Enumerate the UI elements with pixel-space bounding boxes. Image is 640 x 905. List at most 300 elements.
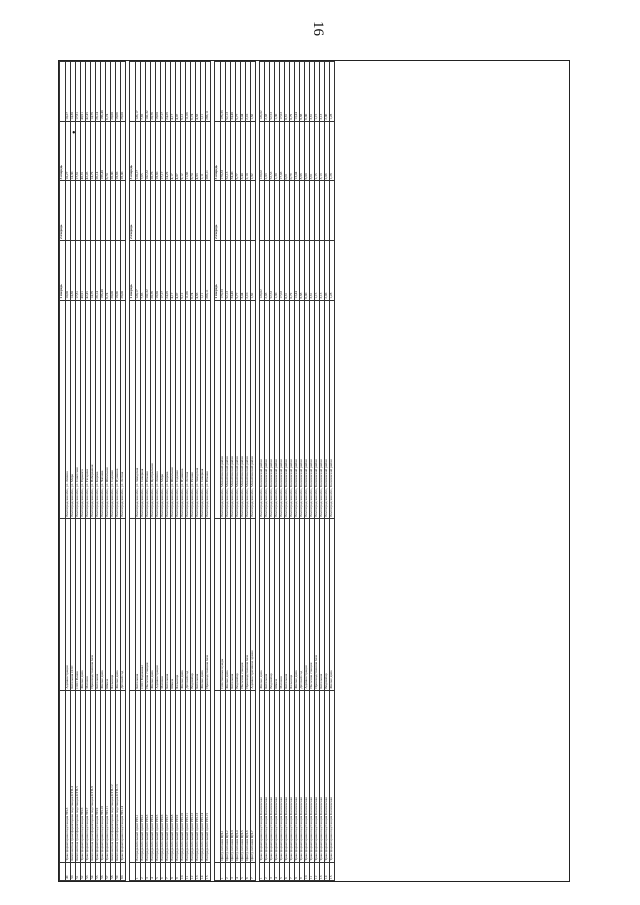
table-cell: Волгоградская обл., Калачевский район: [300, 300, 305, 518]
table-cell: Магазин: [161, 518, 166, 690]
table-cell: 4,83: [196, 62, 201, 122]
table-cell: Волгоградская обл., ул. Пушкина: [181, 300, 186, 518]
table-cell: Котельная: [196, 518, 201, 690]
table-cell: 9,12: [181, 62, 186, 122]
table-cell: Детский сад: [300, 518, 305, 690]
table-cell: Волгоградская обл., Калачевский район: [265, 300, 270, 518]
table-cell: Центр питания ЦП-6: [246, 690, 251, 862]
table-cell: 6,74: [191, 240, 196, 300]
table-cell: Трансформаторная подстанция Калачевская: [310, 690, 315, 862]
table-cell: Котельная: [166, 518, 171, 690]
table-cell: Распределительный пункт РП-8: [171, 690, 176, 862]
table-cell: 40,91: [81, 121, 86, 181]
table-cell: 3,44: [241, 121, 246, 181]
table-cell: 40,91: [81, 62, 86, 122]
table-cell: Котельная: [285, 518, 290, 690]
table-cell: 52: [81, 862, 86, 880]
table-cell: 8,88: [300, 121, 305, 181]
table-cell: Собственные нужды: [221, 518, 226, 690]
bullet-mark: •: [72, 128, 76, 139]
table-cell: Распределительный пункт РП-11: [186, 690, 191, 862]
table-cell: Трансформаторная подстанция Калачевская: [270, 690, 275, 862]
table-cell: Насосная станция: [146, 518, 151, 690]
table-cell: 6,74: [106, 240, 111, 300]
table-cell: 3,44: [241, 62, 246, 122]
table-cell: Распределительный пункт РП-6: [161, 690, 166, 862]
table-cell: 11: [186, 862, 191, 880]
table-cell: 24,29: [166, 240, 171, 300]
table-cell: Трансформаторная подстанция Калачевская: [260, 690, 265, 862]
table-cell: Волгоградская обл., ул. Ленина: [66, 300, 71, 518]
table-cell: Волгоградская обл., Михайловский район: [221, 300, 226, 518]
table-cell: 5: [241, 862, 246, 880]
table-cell: Трансформаторная подстанция ТП-10: [101, 690, 106, 862]
table-cell: 52,13: [226, 240, 231, 300]
table-cell: Школа: [106, 518, 111, 690]
table-cell: 20,76: [151, 240, 156, 300]
table-cell: Больница: [111, 518, 116, 690]
table-cell: 4,07: [176, 240, 181, 300]
table-cell: 5,77: [236, 121, 241, 181]
table-cell: 120,02: [260, 121, 265, 181]
table-cell: Волгоградская обл., ул. Заводская: [136, 300, 141, 518]
table-cell: 1,11: [201, 121, 206, 181]
header-cell: 1 очередь: [130, 240, 136, 300]
table-cell: Волгоградская обл., Михайловский район: [231, 300, 236, 518]
table-cell: Распределительный пункт РП-3: [146, 690, 151, 862]
table-cell: Волгоградская обл., Калачевский район: [275, 300, 280, 518]
table-cell: 17,81: [76, 62, 81, 122]
table-cell: Трансформаторная подстанция Калачевская: [300, 690, 305, 862]
table-cell: Волгоградская обл., Михайловский район: [251, 300, 256, 518]
table-cell: Котельная: [265, 518, 270, 690]
table-cell: 1,28: [330, 240, 335, 300]
table-cell: 3: [270, 862, 275, 880]
table-cell: Волгоградская обл., Калачевский район: [290, 300, 295, 518]
table-cell: Производственная база: [91, 518, 96, 690]
table-cell: Волгоградская обл., ул. Горького: [81, 300, 86, 518]
table-cell: 1: [221, 862, 226, 880]
table-cell: Жилые дома: [260, 518, 265, 690]
table-cell: 7,65: [141, 240, 146, 300]
table-cell: 1,15: [315, 62, 320, 122]
table-cell: 26,14: [96, 121, 101, 181]
table-cell: 53: [86, 862, 91, 880]
table-cell: 28,00: [121, 62, 126, 122]
table-cell: 8,88: [300, 62, 305, 122]
table-cell: Волгоградская обл., Калачевский район: [325, 300, 330, 518]
table-cell: Распределительный пункт РП-14: [201, 690, 206, 862]
table-cell: 4,17: [171, 121, 176, 181]
table-cell: Волгоградская обл., ул. Ленина: [156, 300, 161, 518]
table-cell: 9,12: [181, 240, 186, 300]
table-body: [60, 62, 335, 881]
table-cell: 3: [231, 862, 236, 880]
table-cell: 10,00: [66, 240, 71, 300]
table-cell: 51: [76, 862, 81, 880]
header-cell: 1 очередь: [215, 240, 221, 300]
table-cell: Жилые дома: [116, 518, 121, 690]
table-cell: Трансформаторная подстанция Калачевская: [265, 690, 270, 862]
table-cell: 0,61: [285, 240, 290, 300]
table-cell: 52,53: [270, 62, 275, 122]
table-cell: Волгоградская обл., ул. Лесная: [186, 300, 191, 518]
table-cell: 9: [176, 862, 181, 880]
table-cell: 52,53: [270, 240, 275, 300]
table-cell: 0,61: [285, 62, 290, 122]
table-cell: 6,74: [191, 62, 196, 122]
table-cell: Комплектная трансформаторная подстанция КТП-5: [76, 690, 81, 862]
table-cell: Трансформаторная подстанция ТП-11: [106, 690, 111, 862]
table-cell: 3,13: [320, 121, 325, 181]
table-cell: 4,17: [171, 62, 176, 122]
table-cell: 26,14: [96, 62, 101, 122]
table-cell: 34,40: [231, 240, 236, 300]
table-cell: 14,30: [71, 62, 76, 122]
table-cell: Волгоградская обл., ул. Школьная: [106, 300, 111, 518]
table-cell: 4,07: [176, 62, 181, 122]
table-cell: 1,28: [330, 121, 335, 181]
table-cell: Волгоградская обл., ул. Северная: [201, 300, 206, 518]
table-cell: 18,60: [156, 121, 161, 181]
table-cell: Административное здание: [251, 518, 256, 690]
table-cell: 1,28: [330, 62, 335, 122]
table-cell: 1,82: [251, 240, 256, 300]
table-cell: 20,76: [151, 62, 156, 122]
table-cell: Волгоградская обл., ул. Чапаева: [101, 300, 106, 518]
table-cell: Котельная: [320, 518, 325, 690]
table-cell: 6,74: [191, 121, 196, 181]
table-cell: Жилые дома: [201, 518, 206, 690]
table-cell: Распределительный пункт РП-12: [191, 690, 196, 862]
table-cell: Распределительный пункт РП-9: [176, 690, 181, 862]
table-cell: Трансформаторная подстанция Калачевская: [330, 690, 335, 862]
table-cell: Производственная база: [206, 518, 211, 690]
table-cell: 14,79: [91, 62, 96, 122]
table-cell: Волгоградская обл., ул. Заводская: [196, 300, 201, 518]
table-cell: 34,40: [231, 62, 236, 122]
table-cell: Трансформаторная подстанция Калачевская: [280, 690, 285, 862]
table-cell: Центр питания ЦП-2: [226, 690, 231, 862]
table-cell: 3,44: [241, 240, 246, 300]
table-cell: 2,06: [325, 121, 330, 181]
table-cell: Жилые дома: [330, 518, 335, 690]
table-cell: 14: [325, 862, 330, 880]
table-cell: Водозабор: [325, 518, 330, 690]
table-cell: 14,30: [71, 240, 76, 300]
table-cell: Производственная база: [315, 518, 320, 690]
table-cell: Волгоградская обл., Михайловский район: [226, 300, 231, 518]
header-cell: 2 очередь: [215, 181, 221, 241]
table-cell: 6,00: [305, 240, 310, 300]
table-cell: 266,11: [206, 121, 211, 181]
table-cell: 1,82: [251, 62, 256, 122]
table-cell: 2,03: [265, 240, 270, 300]
table-cell: 3: [146, 862, 151, 880]
table-cell: 14: [201, 862, 206, 880]
table-cell: 102,32: [146, 240, 151, 300]
table-row: [330, 62, 335, 881]
table-cell: 266,11: [206, 240, 211, 300]
table-cell: Жилые дома: [226, 518, 231, 690]
table-cell: 120,17: [136, 62, 141, 122]
table-cell: 5: [156, 862, 161, 880]
table-cell: 24,29: [166, 121, 171, 181]
table-cell: 11,66: [186, 240, 191, 300]
table-cell: 18,66: [116, 121, 121, 181]
table-cell: Насосная станция: [241, 518, 246, 690]
table-cell: 2,03: [265, 121, 270, 181]
table-cell: Волгоградская обл., ул. Кирова: [96, 300, 101, 518]
table-cell: 2,10: [246, 62, 251, 122]
table-cell: Волгоградская обл., ул. Школьная: [171, 300, 176, 518]
table-cell: 120,17: [136, 240, 141, 300]
table-cell: 1,15: [315, 240, 320, 300]
table-cell: 10: [181, 862, 186, 880]
table-cell: 186,40: [101, 121, 106, 181]
table-cell: Трансформаторная подстанция ТП-6: [81, 690, 86, 862]
table-cell: Распределительный пункт РП-1: [136, 690, 141, 862]
table-cell: 18,60: [156, 62, 161, 122]
table-cell: ООО Рынок: [76, 518, 81, 690]
table-cell: Котельная: [231, 518, 236, 690]
table-cell: 12: [315, 862, 320, 880]
table-cell: Распределительный пункт РП-15: [206, 690, 211, 862]
table-cell: Водозабор: [191, 518, 196, 690]
table-cell: 186,40: [101, 240, 106, 300]
table-cell: 54: [91, 862, 96, 880]
table-cell: 120,02: [260, 240, 265, 300]
table-cell: Волгоградская обл., ул. Мира: [71, 300, 76, 518]
table-cell: [330, 181, 335, 241]
table-cell: 20,76: [151, 121, 156, 181]
table-cell: 0,79: [290, 121, 295, 181]
table-cell: Магазин: [86, 518, 91, 690]
table-cell: 120,17: [136, 121, 141, 181]
table-cell: Комплектная трансформаторная подстанция КТП-8: [91, 690, 96, 862]
table-cell: Волгоградская обл., ул. Центральная: [151, 300, 156, 518]
table-cell: 8: [295, 862, 300, 880]
table-cell: 4,83: [196, 240, 201, 300]
table-cell: 5: [280, 862, 285, 880]
table-cell: Волгоградская обл., Калачевский район: [285, 300, 290, 518]
table-cell: Жилые дома: [295, 518, 300, 690]
table-cell: Распределительный пункт РП-4: [151, 690, 156, 862]
header-cell: 3 очередь: [60, 121, 66, 181]
table-cell: 1,30: [275, 62, 280, 122]
table-cell: Школа: [171, 518, 176, 690]
table-cell: Насосная станция: [310, 518, 315, 690]
table-cell: 4,83: [196, 121, 201, 181]
table-cell: Трансформаторная подстанция Калачевская: [285, 690, 290, 862]
table-cell: Трансформаторная подстанция Калачевская: [315, 690, 320, 862]
document-sheet: [58, 60, 570, 882]
table-cell: Детский сад: [121, 518, 126, 690]
table-cell: 102,32: [146, 62, 151, 122]
table-cell: 0,79: [290, 240, 295, 300]
table-cell: Волгоградская обл., ул. Советская: [76, 300, 81, 518]
table-cell: 1,82: [251, 121, 256, 181]
table-cell: 6,00: [305, 62, 310, 122]
table-cell: Водозабор: [270, 518, 275, 690]
table-cell: 6,00: [305, 121, 310, 181]
table-cell: ООО Водоканал: [141, 518, 146, 690]
table-cell: 13: [320, 862, 325, 880]
table-cell: Трансформаторная подстанция ТП-9: [96, 690, 101, 862]
table-cell: 8,88: [300, 240, 305, 300]
table-cell: 2,03: [265, 62, 270, 122]
table-cell: 18,66: [116, 240, 121, 300]
table-cell: 7,65: [141, 62, 146, 122]
table-cell: 52,53: [270, 121, 275, 181]
table-cell: 7: [251, 862, 256, 880]
table-cell: 6: [161, 862, 166, 880]
table-cell: 14,30: [71, 121, 76, 181]
table-cell: 13,44: [295, 240, 300, 300]
table-cell: 2,10: [246, 121, 251, 181]
table-cell: Волгоградская обл., ул. Лесная: [121, 300, 126, 518]
table-cell: 15: [330, 862, 335, 880]
page-number: 16: [310, 21, 326, 36]
table-cell: Центр питания ЦП-3: [231, 690, 236, 862]
table-cell: Распределительный пункт РП-13: [196, 690, 201, 862]
table-cell: 170,33: [221, 121, 226, 181]
table-cell: Котельная ООО: [71, 518, 76, 690]
table-cell: Школа: [275, 518, 280, 690]
table-cell: 120,02: [260, 62, 265, 122]
table-cell: 1,30: [275, 121, 280, 181]
table-cell: 49: [66, 862, 71, 880]
table-cell: 50: [71, 862, 76, 880]
table-cell: Центр питания ЦП-7: [251, 690, 256, 862]
table-cell: Волгоградская обл., Калачевский район: [270, 300, 275, 518]
table-cell: Водозабор: [236, 518, 241, 690]
table-cell: Центр питания ЦП-4: [236, 690, 241, 862]
table-cell: Волгоградская обл., ул. Набережная: [91, 300, 96, 518]
table-cell: Волгоградская обл., Калачевский район: [305, 300, 310, 518]
rotated-table-wrapper: [59, 61, 569, 881]
table-cell: Волгоградская обл., Калачевский район: [280, 300, 285, 518]
table-cell: 55: [96, 862, 101, 880]
table-cell: 170,33: [221, 62, 226, 122]
table-cell: 6,74: [106, 121, 111, 181]
table-cell: 58: [111, 862, 116, 880]
table-cell: Трансформаторная подстанция ТП-14: [121, 690, 126, 862]
table-cell: Больница: [176, 518, 181, 690]
table-cell: 60: [121, 862, 126, 880]
table-cell: Комплектная трансформаторная подстанция КТП-4: [71, 690, 76, 862]
table-cell: 20,00: [111, 240, 116, 300]
table-cell: Волгоградская обл., ул. Кирова: [166, 300, 171, 518]
table-cell: 4: [275, 862, 280, 880]
table-cell: 59: [116, 862, 121, 880]
table-cell: 0,61: [285, 121, 290, 181]
table-cell: 7: [290, 862, 295, 880]
table-cell: 6,74: [106, 62, 111, 122]
table-cell: Волгоградская обл., ул. Садовая: [111, 300, 116, 518]
table-cell: 4: [236, 862, 241, 880]
table-cell: Детский сад: [186, 518, 191, 690]
table-cell: 266,11: [206, 62, 211, 122]
table-cell: 11,66: [186, 62, 191, 122]
table-cell: Волгоградская обл., Калачевский район: [320, 300, 325, 518]
table-cell: 4,07: [176, 121, 181, 181]
table-cell: 5,77: [236, 240, 241, 300]
table-cell: 2,06: [325, 240, 330, 300]
table-cell: 13,44: [295, 62, 300, 122]
table-cell: Трансформаторная подстанция Калачевская: [290, 690, 295, 862]
table-cell: 17,03: [280, 121, 285, 181]
table-cell: 17,81: [76, 240, 81, 300]
table-cell: 34,40: [231, 121, 236, 181]
table-cell: 10: [305, 862, 310, 880]
table-cell: 14,79: [91, 121, 96, 181]
table-cell: Волгоградская обл., Михайловский район: [246, 300, 251, 518]
table-cell: Комплектная трансформаторная подстанция КТП-12: [111, 690, 116, 862]
table-cell: Трансформаторная подстанция Калачевская: [275, 690, 280, 862]
table-cell: 13,44: [295, 121, 300, 181]
table-cell: 1,11: [201, 62, 206, 122]
table-cell: Волгоградская обл., Калачевский район: [315, 300, 320, 518]
table-cell: 5,77: [236, 62, 241, 122]
load-table: [59, 61, 335, 881]
table-cell: 17,03: [280, 240, 285, 300]
table-cell: Распределительный пункт РП-10: [181, 690, 186, 862]
table-cell: 1: [260, 862, 265, 880]
table-cell: 20,00: [111, 62, 116, 122]
table-cell: Волгоградская обл., Михайловский район: [236, 300, 241, 518]
table-cell: 6: [285, 862, 290, 880]
table-cell: 40,91: [81, 240, 86, 300]
header-cell: 2 очередь: [130, 181, 136, 241]
header-cell: 2 очередь: [60, 181, 66, 241]
table-cell: Волгоградская обл., ул. Пушкина: [116, 300, 121, 518]
table-cell: Магазин: [280, 518, 285, 690]
table-cell: 57: [106, 862, 111, 880]
table-cell: Трансформаторная подстанция ТП-7: [86, 690, 91, 862]
table-cell: 1,30: [275, 240, 280, 300]
table-cell: Трансформаторная подстанция Калачевская: [325, 690, 330, 862]
table-cell: Волгоградская обл., Михайловский район: [241, 300, 246, 518]
table-cell: 4: [151, 862, 156, 880]
table-cell: Волгоградская обл., ул. Северная: [141, 300, 146, 518]
table-cell: 10,27: [66, 121, 71, 181]
table-cell: Жилые дома: [101, 518, 106, 690]
table-cell: 3,13: [320, 62, 325, 122]
table-cell: 2: [226, 862, 231, 880]
table-cell: 7: [166, 862, 171, 880]
table-cell: 102,32: [146, 121, 151, 181]
table-cell: 42,45: [86, 240, 91, 300]
table-cell: 1,11: [201, 240, 206, 300]
table-cell: Центр питания ЦП-1: [221, 690, 226, 862]
table-cell: Волгоградская обл., ул. Мира: [161, 300, 166, 518]
header-cell: 1 очередь: [60, 240, 66, 300]
table-cell: 10,27: [66, 62, 71, 122]
table-cell: Волгоградская обл., ул. Речная: [191, 300, 196, 518]
table-cell: 2: [141, 862, 146, 880]
table-cell: Трансформаторная подстанция Калачевская: [295, 690, 300, 862]
table-cell: 2,06: [325, 62, 330, 122]
table-cell: Производственная база: [246, 518, 251, 690]
table-cell: Волгоградская обл., ул. Гагарина: [86, 300, 91, 518]
table-cell: 11,66: [186, 121, 191, 181]
table-cell: Распределительный пункт РП-7: [166, 690, 171, 862]
table-cell: 20,00: [111, 121, 116, 181]
table-cell: 12: [191, 862, 196, 880]
table-cell: 15: [206, 862, 211, 880]
table-cell: Комплектная трансформаторная подстанция КТП-13: [116, 690, 121, 862]
